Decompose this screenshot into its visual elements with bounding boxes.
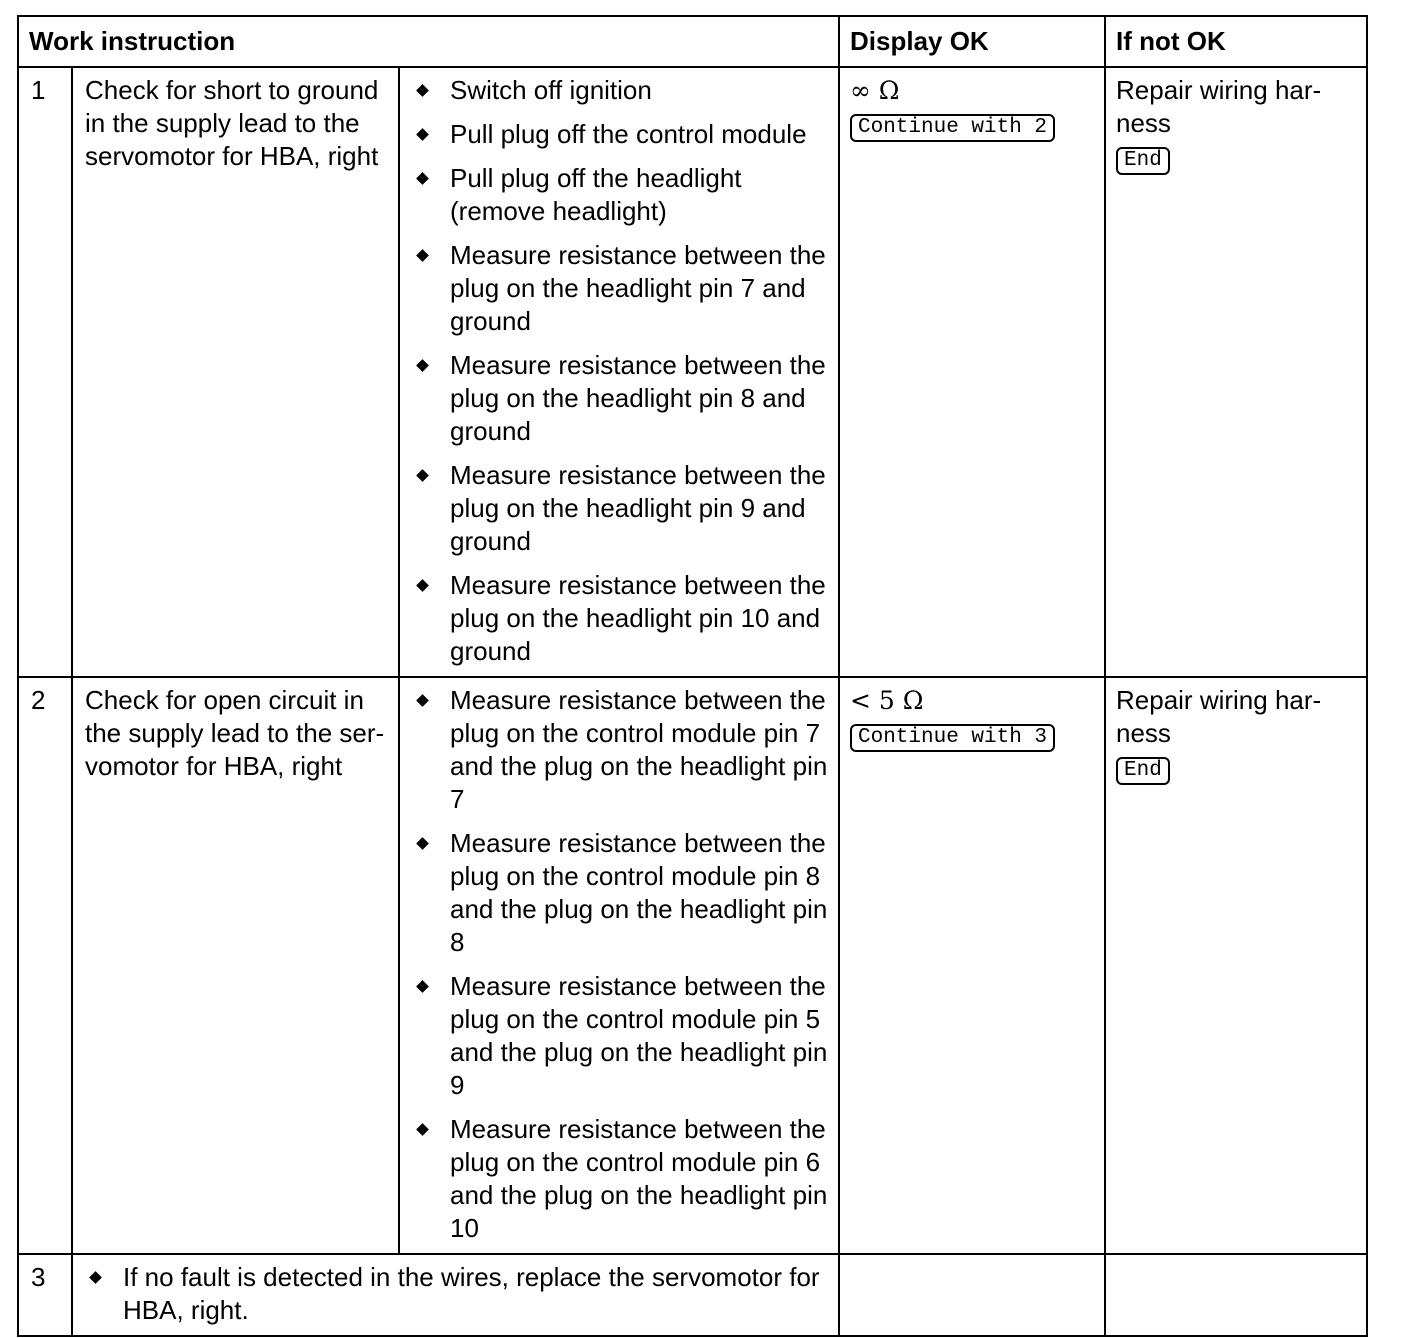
action-text: Measure resistance between the plug on the headlight pin 8 and ground xyxy=(450,350,826,446)
work-instruction-table xyxy=(17,15,1368,1337)
remedy-text: Repair wiring har-ness xyxy=(1116,685,1322,748)
list-item xyxy=(410,239,828,338)
step-actions-cell xyxy=(399,677,839,1254)
action-text: Measure resistance between the plug on the control module pin 6 and the plug on the headlight pin 10 xyxy=(450,1114,828,1243)
list-item xyxy=(410,162,828,228)
work-instruction-sheet xyxy=(17,15,1366,1337)
step-number: 3 xyxy=(18,1254,72,1336)
action-text: Measure resistance between the plug on the headlight pin 10 and ground xyxy=(450,570,826,666)
list-item xyxy=(410,74,828,107)
bullet-diamond-icon xyxy=(416,359,429,372)
if-not-ok-cell xyxy=(1105,67,1367,677)
header-work-instruction: Work instruction xyxy=(18,16,839,67)
step-actions-cell xyxy=(399,67,839,677)
display-ok-cell xyxy=(839,677,1105,1254)
step-description: Check for open circuit in the supply lead to the ser-vomotor for HBA, right xyxy=(72,677,399,1254)
bullet-diamond-icon xyxy=(416,980,429,993)
list-item xyxy=(410,827,828,959)
if-not-ok-cell xyxy=(1105,677,1367,1254)
table-header-row xyxy=(18,16,1367,67)
action-text: Switch off ignition xyxy=(450,75,652,105)
display-ok-cell xyxy=(839,67,1105,677)
action-text: Measure resistance between the plug on the headlight pin 9 and ground xyxy=(450,460,826,556)
header-if-not-ok: If not OK xyxy=(1105,16,1367,67)
table-row xyxy=(18,1254,1367,1336)
step-actions-cell xyxy=(72,1254,839,1336)
action-text: Measure resistance between the plug on the control module pin 8 and the plug on the headlight pin 8 xyxy=(450,828,828,957)
step-number: 1 xyxy=(18,67,72,677)
action-text: Pull plug off the headlight (remove headlight) xyxy=(450,163,742,226)
step-actions-list xyxy=(83,1261,828,1327)
list-item xyxy=(410,684,828,816)
list-item xyxy=(410,349,828,448)
display-ok-cell xyxy=(839,1254,1105,1336)
list-item xyxy=(410,459,828,558)
step-actions-list xyxy=(410,684,828,1245)
continue-with-3-button[interactable]: Continue with 3 xyxy=(850,724,1055,752)
expected-value: ∞ Ω xyxy=(850,76,900,105)
action-text: Measure resistance between the plug on the headlight pin 7 and ground xyxy=(450,240,826,336)
bullet-diamond-icon xyxy=(416,128,429,141)
list-item xyxy=(410,569,828,668)
list-item xyxy=(410,970,828,1102)
action-text: If no fault is detected in the wires, replace the servomotor for HBA, right. xyxy=(123,1262,820,1325)
step-actions-list xyxy=(410,74,828,668)
bullet-diamond-icon xyxy=(416,837,429,850)
continue-with-2-button[interactable]: Continue with 2 xyxy=(850,114,1055,142)
if-not-ok-cell xyxy=(1105,1254,1367,1336)
step-number: 2 xyxy=(18,677,72,1254)
bullet-diamond-icon xyxy=(416,84,429,97)
bullet-diamond-icon xyxy=(416,249,429,262)
action-text: Measure resistance between the plug on the control module pin 5 and the plug on the headlight pin 9 xyxy=(450,971,828,1100)
action-text: Measure resistance between the plug on the control module pin 7 and the plug on the headlight pin 7 xyxy=(450,685,828,814)
list-item xyxy=(410,1113,828,1245)
bullet-diamond-icon xyxy=(416,1123,429,1136)
bullet-diamond-icon xyxy=(416,694,429,707)
header-display-ok: Display OK xyxy=(839,16,1105,67)
table-row xyxy=(18,677,1367,1254)
bullet-diamond-icon xyxy=(416,172,429,185)
bullet-diamond-icon xyxy=(416,579,429,592)
bullet-diamond-icon xyxy=(89,1271,102,1284)
action-text: Pull plug off the control module xyxy=(450,119,807,149)
end-button[interactable]: End xyxy=(1116,147,1170,175)
bullet-diamond-icon xyxy=(416,469,429,482)
expected-value: < 5 Ω xyxy=(850,686,924,715)
list-item xyxy=(83,1261,828,1327)
table-row xyxy=(18,67,1367,677)
list-item xyxy=(410,118,828,151)
remedy-text: Repair wiring har-ness xyxy=(1116,75,1322,138)
end-button[interactable]: End xyxy=(1116,757,1170,785)
step-description: Check for short to ground in the supply lead to the servomotor for HBA, right xyxy=(72,67,399,677)
